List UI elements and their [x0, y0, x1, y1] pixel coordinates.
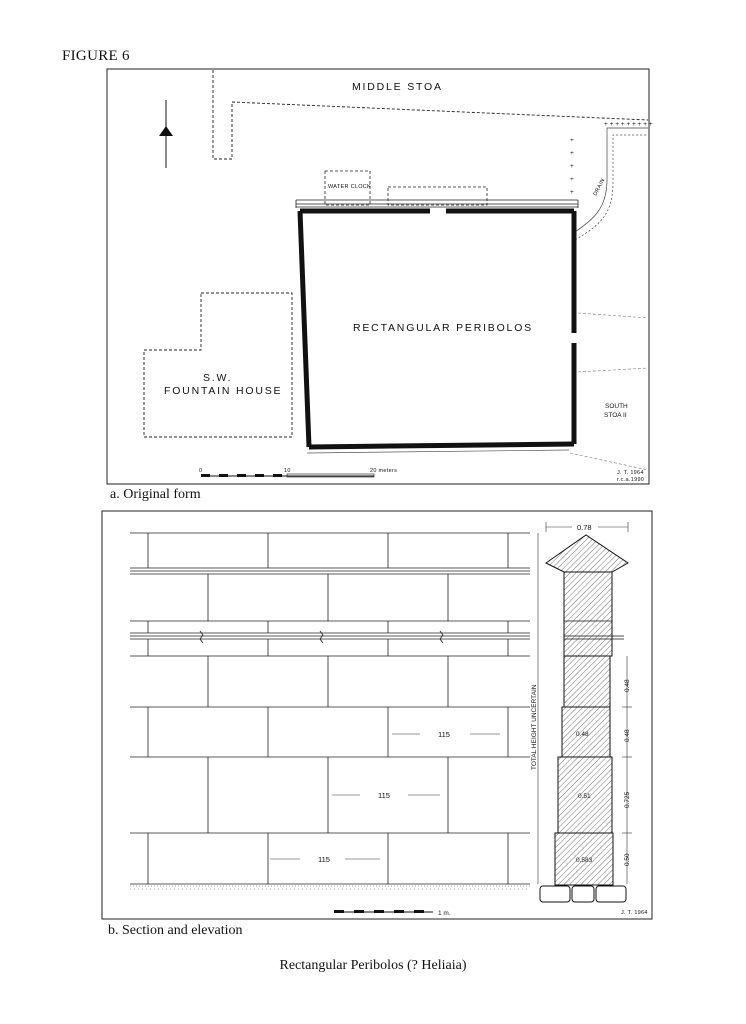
- south-stoa-label-2: STOA II: [604, 412, 627, 419]
- foundation-outline: [388, 187, 487, 205]
- water-clock-label: WATER CLOCK: [328, 184, 372, 190]
- middle-stoa-label: MIDDLE STOA: [352, 81, 443, 93]
- north-steps: [296, 200, 578, 208]
- foundation-stones: [540, 886, 626, 902]
- figure-label: FIGURE 6: [62, 48, 130, 64]
- scale-tick-10: 10: [284, 468, 291, 474]
- south-stoa-label-1: SOUTH: [605, 403, 628, 410]
- elevation-scale-bar: [334, 910, 433, 913]
- section-width-1: 0.48: [576, 731, 589, 738]
- elevation-scale-label: 1 m.: [438, 910, 451, 917]
- plan-credit-1: J. T. 1964: [617, 470, 644, 476]
- block-label-1: 115: [438, 730, 450, 739]
- wall-section: [546, 535, 628, 885]
- wall-elevation: [130, 533, 530, 884]
- peribolos-label: RECTANGULAR PERIBOLOS: [353, 322, 533, 334]
- svg-text:+: +: [570, 189, 574, 196]
- drain-label: DRAIN: [592, 177, 607, 197]
- fountain-house-outline: [144, 293, 292, 437]
- east-lines: [570, 313, 648, 470]
- scale-tick-20: 20 meters: [370, 468, 398, 474]
- fountain-label-1: S.W.: [203, 372, 233, 384]
- plan-scale-bar: [201, 474, 374, 477]
- total-height-label: TOTAL HEIGHT UNCERTAIN: [531, 684, 538, 770]
- fountain-label-2: FOUNTAIN HOUSE: [164, 385, 283, 397]
- block-label-3: 115: [318, 855, 330, 864]
- svg-text:+: +: [570, 137, 574, 144]
- course-height-4: 0.50: [624, 853, 631, 866]
- svg-text:+: +: [570, 176, 574, 183]
- south-edge-line: [307, 450, 569, 453]
- drain-crosses: [570, 121, 653, 196]
- north-arrow-icon: [159, 100, 173, 168]
- drain: [575, 128, 648, 240]
- caption-a: a. Original form: [110, 487, 201, 502]
- plan-credit-2: r.c.a.1990: [617, 477, 645, 483]
- block-label-2: 115: [378, 791, 390, 800]
- svg-text:+: +: [570, 163, 574, 170]
- top-width-label: 0.78: [577, 523, 592, 532]
- section-width-3: 0.583: [576, 857, 593, 864]
- main-caption: Rectangular Peribolos (? Heliaia): [279, 958, 467, 973]
- svg-text:+ + + + + + + + +: + + + + + + + + +: [604, 121, 653, 128]
- caption-b: b. Section and elevation: [108, 923, 243, 938]
- course-height-2: 0.48: [624, 729, 631, 742]
- elevation-credit: J. T. 1964: [621, 910, 648, 916]
- course-height-3: 0.725: [624, 791, 631, 808]
- course-height-1: 0.48: [624, 679, 631, 692]
- section-width-2: 0.51: [578, 793, 591, 800]
- plan-frame: [107, 69, 649, 484]
- svg-text:+: +: [570, 150, 574, 157]
- scale-tick-0: 0: [199, 468, 203, 474]
